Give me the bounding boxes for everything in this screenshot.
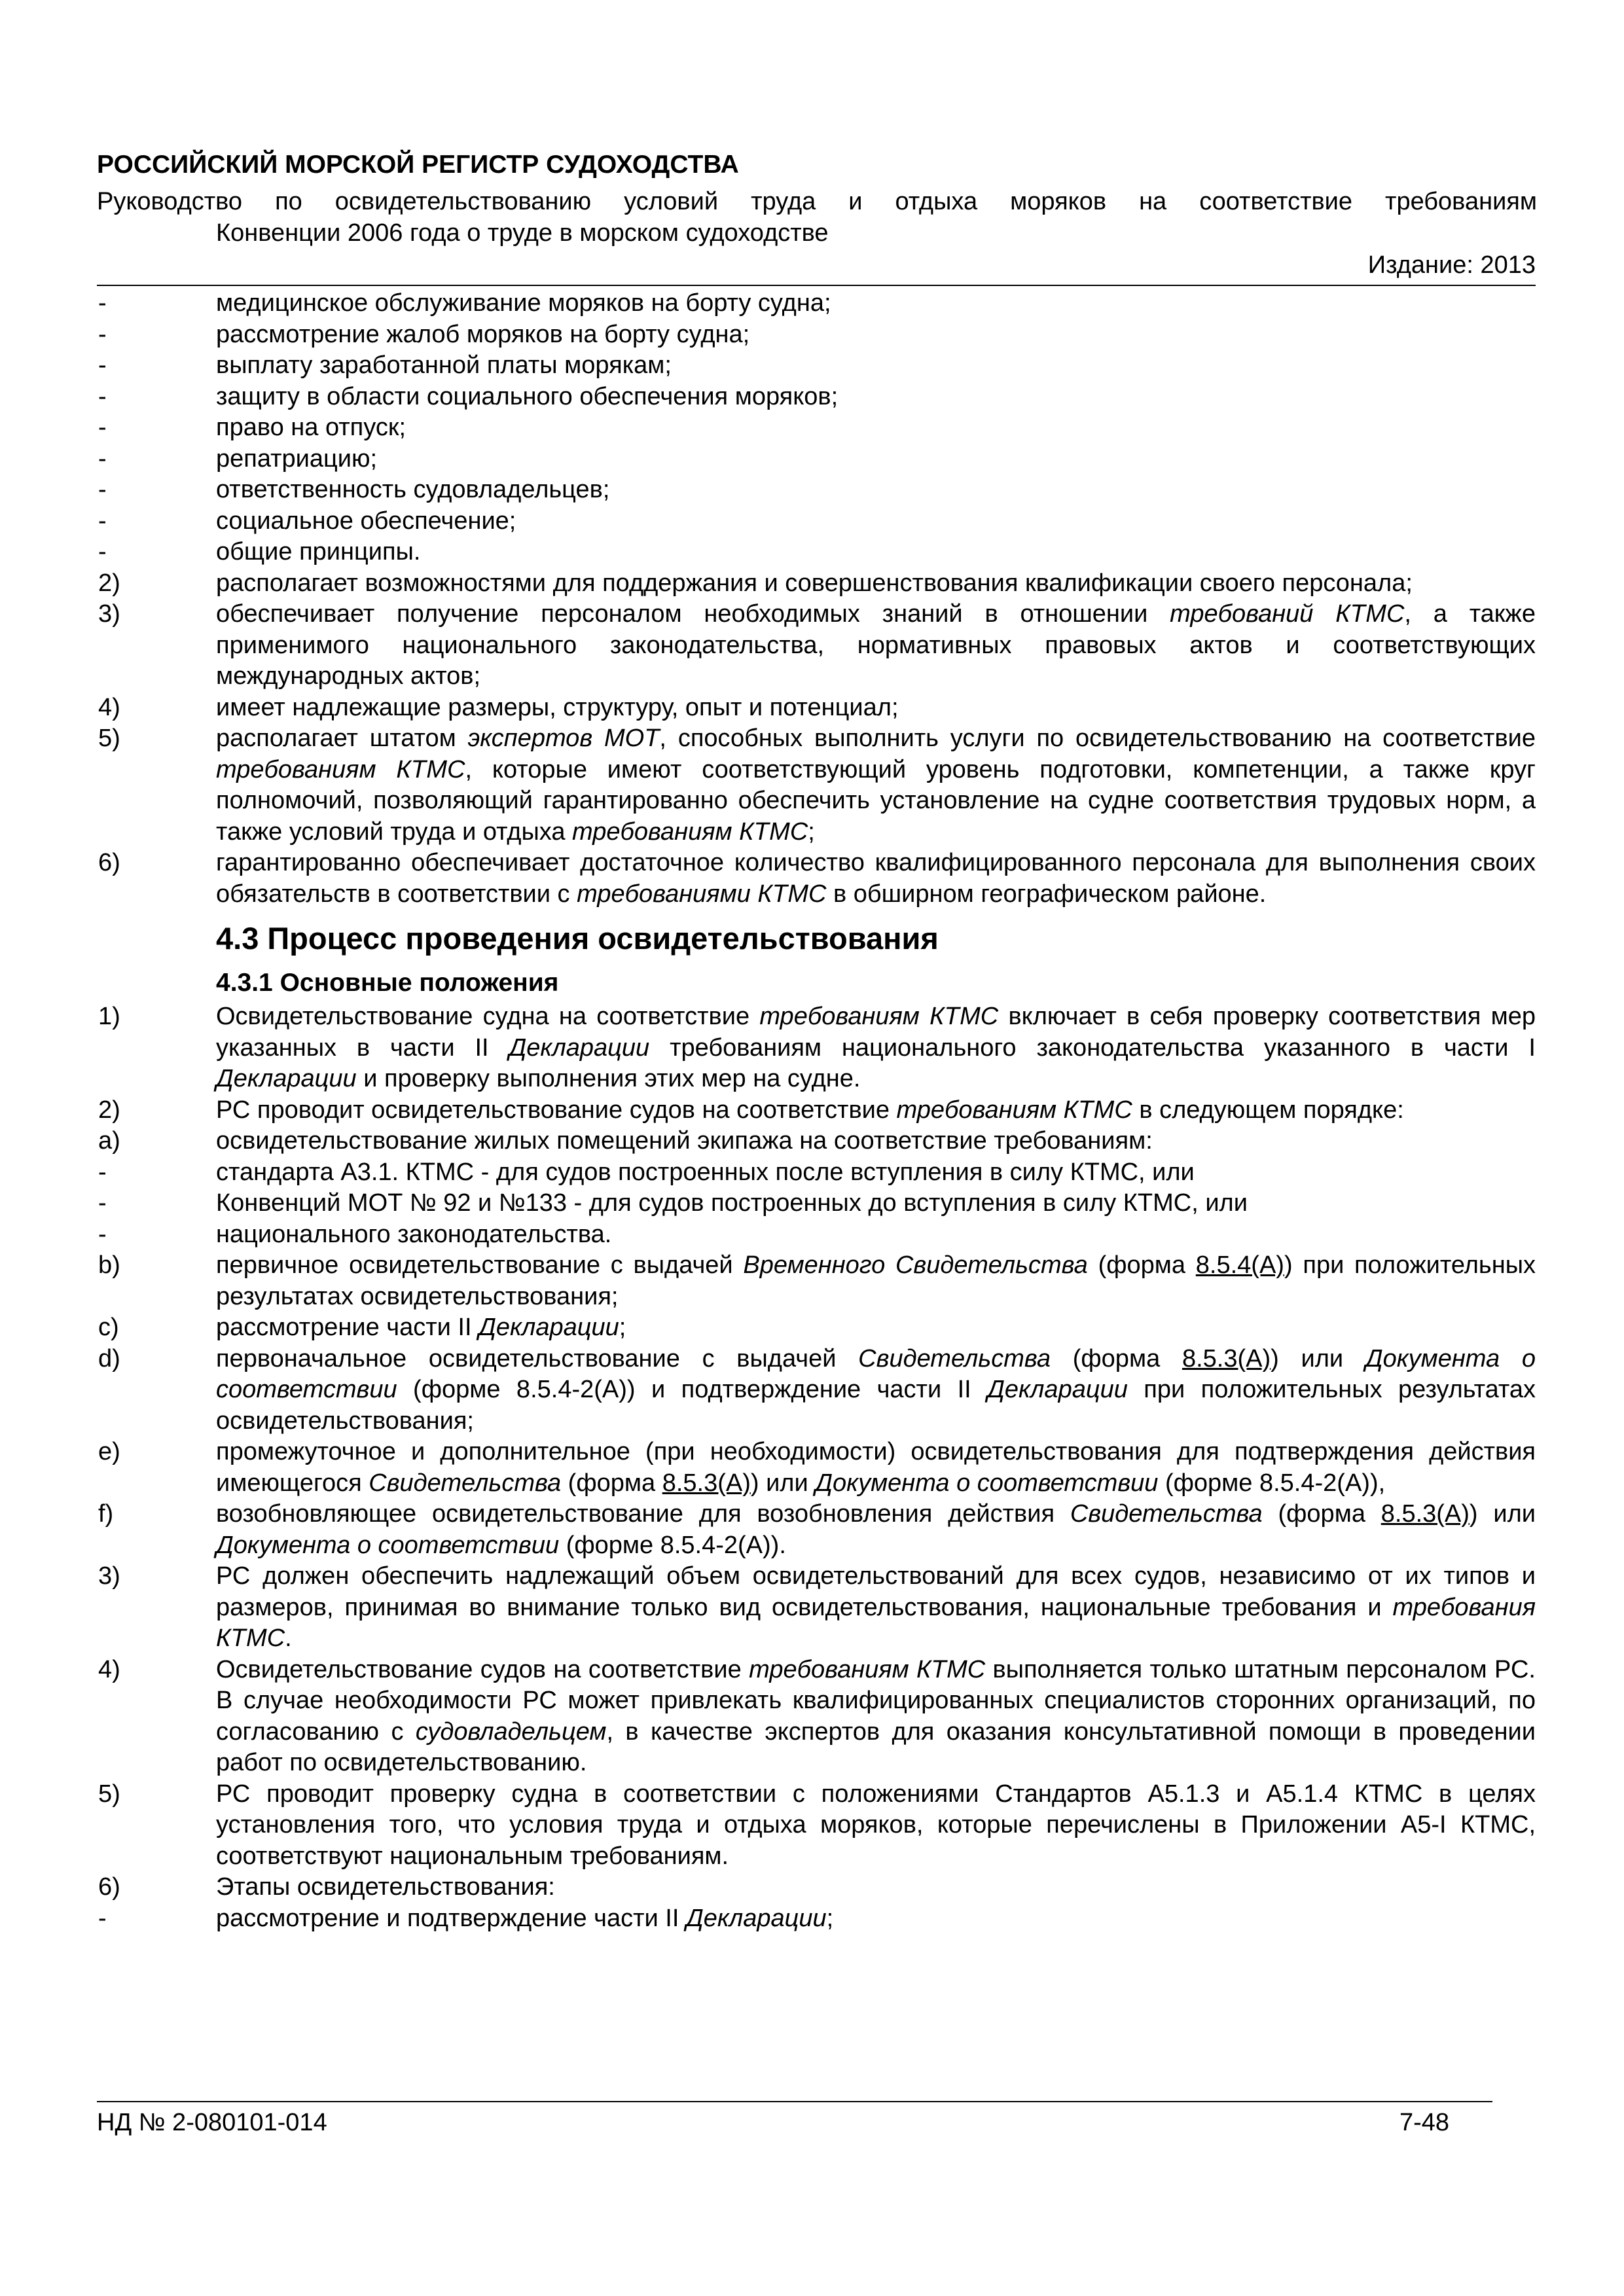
text-run: (форма xyxy=(561,1469,662,1497)
clause-3 xyxy=(97,1561,1536,1655)
list-marker: b) xyxy=(98,1251,120,1279)
clause-2 xyxy=(97,1095,1536,1126)
paragraph-text: Этапы освидетельствования: xyxy=(216,1873,555,1901)
list-item-text: защиту в области социального обеспечения моряков; xyxy=(216,382,839,410)
list-item-text: право на отпуск; xyxy=(216,414,406,441)
italic-term: Декларации xyxy=(478,1314,619,1341)
page-number: 7-48 xyxy=(1399,2109,1450,2136)
italic-term: Свидетельства xyxy=(1070,1500,1263,1528)
clause-2e xyxy=(97,1437,1536,1499)
document-body xyxy=(97,288,1536,1934)
list-item-text: стандарта А3.1. КТМС - для судов построенных после вступления в силу КТМС, или xyxy=(216,1158,1195,1186)
list-marker: - xyxy=(98,382,107,410)
list-item-text: национального законодательства. xyxy=(216,1220,612,1248)
text-run: ; xyxy=(826,1904,834,1932)
paragraph-text xyxy=(216,1095,1536,1126)
text-run: ) или xyxy=(1469,1500,1536,1528)
italic-term: требований КТМС xyxy=(1170,600,1405,628)
italic-term: Временного Свидетельства xyxy=(743,1251,1088,1279)
paragraph-text xyxy=(216,1312,1536,1344)
document-number: НД № 2-080101-014 xyxy=(97,2109,327,2136)
text-run: в следующем порядке: xyxy=(1132,1096,1404,1124)
section-heading: 4.3 Процесс проведения освидетельствования xyxy=(216,921,939,956)
list-item xyxy=(97,288,1536,319)
paragraph-text xyxy=(216,723,1536,848)
list-item-text: репатриацию; xyxy=(216,444,378,473)
italic-term: Документа о соответствии xyxy=(815,1469,1159,1497)
list-marker: - xyxy=(98,351,107,379)
header-divider xyxy=(97,285,1536,286)
text-run: , способных выполнить услуги по освидетельствованию на соответствие xyxy=(659,725,1536,752)
document-title-line2: Конвенции 2006 года о труде в морском судоходстве xyxy=(216,219,829,247)
list-item-text xyxy=(216,1903,1536,1935)
clause-2a xyxy=(97,1126,1536,1157)
list-marker: - xyxy=(98,507,107,535)
text-run: промежуточное и дополнительное (при необходимости) освидетельствования для подтверждения действия имеющегося xyxy=(216,1438,1536,1497)
italic-term: Свидетельства xyxy=(369,1469,562,1497)
list-marker: 6) xyxy=(98,849,120,876)
text-run: включает в себя проверку соответствия мер указанных в части II xyxy=(216,1003,1536,1062)
list-item xyxy=(97,1219,1536,1251)
list-marker: 5) xyxy=(98,1780,120,1808)
italic-term: требованиям КТМС xyxy=(749,1655,986,1683)
text-run: Освидетельствование судов на соответствие xyxy=(216,1655,749,1683)
paragraph-text xyxy=(216,599,1536,692)
paragraph-text: имеет надлежащие размеры, структуру, опыт и потенциал; xyxy=(216,693,899,721)
list-marker: - xyxy=(98,289,107,317)
paragraph-2 xyxy=(97,568,1536,600)
text-run: гарантированно обеспечивает достаточное количество квалифицированного персонала для выполнения своих обязательств в соответствии с xyxy=(216,849,1536,908)
paragraph-text xyxy=(216,1344,1536,1437)
italic-term: Документа о соответствии xyxy=(216,1531,560,1559)
clause-2f xyxy=(97,1499,1536,1561)
italic-term: требованиям КТМС xyxy=(759,1003,999,1030)
clause-2c xyxy=(97,1312,1536,1344)
list-top xyxy=(97,288,1536,568)
list-marker: 4) xyxy=(98,1655,120,1683)
document-title xyxy=(97,186,1537,249)
list-item xyxy=(97,350,1536,382)
list-marker: - xyxy=(98,1220,107,1248)
list-item xyxy=(97,537,1536,568)
organization-name: РОССИЙСКИЙ МОРСКОЙ РЕГИСТР СУДОХОДСТВА xyxy=(97,151,739,179)
list-item xyxy=(97,475,1536,506)
paragraph-text xyxy=(216,1655,1536,1779)
list-marker: 2) xyxy=(98,569,120,597)
text-run: первичное освидетельствование с выдачей xyxy=(216,1251,744,1279)
list-marker: 3) xyxy=(98,1562,120,1590)
clause-2b xyxy=(97,1250,1536,1312)
text-run: РС проводит освидетельствование судов на соответствие xyxy=(216,1096,897,1124)
text-run: в обширном географическом районе. xyxy=(826,880,1267,908)
italic-term: Декларации xyxy=(509,1033,650,1062)
text-run: располагает штатом xyxy=(216,725,468,752)
italic-term: экспертов МОТ xyxy=(467,725,660,752)
text-run: (форма xyxy=(1087,1251,1196,1279)
list-marker: - xyxy=(98,476,107,503)
list-marker: a) xyxy=(98,1127,120,1155)
text-run: ) или xyxy=(750,1469,816,1497)
list-marker: 3) xyxy=(98,600,120,628)
paragraph-text: располагает возможностями для поддержания и совершенствования квалификации своего персонала; xyxy=(216,569,1413,597)
text-run: Освидетельствование судна на соответствие xyxy=(216,1003,760,1030)
text-run: (форме 8.5.4-2(А)), xyxy=(1158,1469,1386,1497)
italic-term: требованиям КТМС xyxy=(572,817,808,846)
text-run: (форма xyxy=(1051,1344,1182,1372)
paragraph-text xyxy=(216,1250,1536,1312)
list-item-text: Конвенций МОТ № 92 и №133 - для судов построенных до вступления в силу КТМС, или xyxy=(216,1189,1248,1217)
list-marker: - xyxy=(98,320,107,348)
text-run: и проверку выполнения этих мер на судне. xyxy=(356,1065,861,1092)
text-run: (форме 8.5.4-2(А)). xyxy=(559,1531,786,1559)
list-marker: 6) xyxy=(98,1873,120,1901)
list-item xyxy=(97,382,1536,413)
list-marker: c) xyxy=(98,1314,119,1341)
italic-term: Свидетельства xyxy=(858,1344,1051,1372)
italic-term: судовладельцем xyxy=(415,1717,607,1746)
text-run: . xyxy=(285,1624,292,1652)
list-marker: d) xyxy=(98,1344,120,1372)
list-item xyxy=(97,506,1536,537)
text-run: выполняется только штатным персоналом РС. В случае необходимости РС может привлекать квалифицированных специалистов сторонних организаций, по согласованию с xyxy=(216,1655,1536,1746)
paragraph-text xyxy=(216,848,1536,910)
list-marker: f) xyxy=(98,1500,114,1528)
italic-term: требования КТМС xyxy=(216,1593,1536,1652)
italic-term: требованиям КТМС xyxy=(896,1096,1132,1124)
paragraph-6 xyxy=(97,848,1536,910)
paragraph-text xyxy=(216,1499,1536,1561)
list-marker: 1) xyxy=(98,1003,120,1030)
paragraph-text xyxy=(216,1001,1536,1095)
italic-term: Декларации xyxy=(216,1065,357,1092)
text-run: , в качестве экспертов для оказания консультативной помощи в проведении работ по освидетельствованию. xyxy=(216,1717,1536,1776)
clause-6 xyxy=(97,1872,1536,1903)
italic-term: Документа о соответствии xyxy=(216,1344,1536,1403)
italic-term: требованиям КТМС xyxy=(216,755,465,783)
paragraph-4 xyxy=(97,692,1536,724)
list-item xyxy=(97,1188,1536,1219)
text-run: рассмотрение и подтверждение части II xyxy=(216,1904,686,1932)
subsection-heading: 4.3.1 Основные положения xyxy=(216,969,559,997)
list-marker: - xyxy=(98,1189,107,1217)
text-run: ; xyxy=(808,817,815,846)
list-marker: e) xyxy=(98,1438,120,1465)
italic-term: Декларации xyxy=(987,1376,1128,1403)
form-link[interactable]: 8.5.4(А) xyxy=(1195,1251,1284,1279)
list-item-text: рассмотрение жалоб моряков на борту судна; xyxy=(216,320,750,348)
list-item xyxy=(97,1903,1536,1935)
paragraph-text xyxy=(216,1561,1536,1655)
italic-term: Декларации xyxy=(685,1904,827,1932)
footer-divider xyxy=(97,2101,1492,2102)
form-link[interactable]: 8.5.3(А) xyxy=(1380,1500,1470,1528)
paragraph-3 xyxy=(97,599,1536,692)
list-item-text: общие принципы. xyxy=(216,538,421,565)
list-item-text: медицинское обслуживание моряков на борту судна; xyxy=(216,289,831,317)
text-run: при положительных результатах освидетельствования; xyxy=(216,1376,1536,1435)
list-item xyxy=(97,319,1536,351)
text-run: (форма xyxy=(1262,1500,1381,1528)
paragraph-text: освидетельствование жилых помещений экипажа на соответствие требованиям: xyxy=(216,1127,1153,1155)
clause-2d xyxy=(97,1344,1536,1437)
clause-1 xyxy=(97,1001,1536,1095)
list-marker: 4) xyxy=(98,693,120,721)
text-run: , а также применимого национального законодательства, нормативных правовых актов и соответствующих международных актов; xyxy=(216,600,1536,690)
list-item xyxy=(97,444,1536,475)
form-link[interactable]: 8.5.3(А) xyxy=(1182,1344,1271,1372)
list-item xyxy=(97,1157,1536,1189)
list-marker: 2) xyxy=(98,1096,120,1124)
list-marker: - xyxy=(98,444,107,473)
text-run: рассмотрение части II xyxy=(216,1314,479,1341)
list-item-text: социальное обеспечение; xyxy=(216,507,516,535)
text-run: ) или xyxy=(1271,1344,1365,1372)
form-link[interactable]: 8.5.3(А) xyxy=(662,1469,751,1497)
clause-5 xyxy=(97,1779,1536,1873)
text-run: ) при положительных результатах освидетельствования; xyxy=(216,1251,1536,1310)
text-run: (форме 8.5.4-2(А)) и подтверждение части II xyxy=(397,1376,988,1403)
edition-label: Издание: 2013 xyxy=(1367,251,1536,279)
list-marker: 5) xyxy=(98,725,120,752)
paragraph-text: РС проводит проверку судна в соответствии с положениями Стандартов А5.1.3 и А5.1.4 КТМС в целях установления того, что условия труда и отдыха моряков, которые перечислены в Приложении А5-I КТМС, соответствуют национальным требованиям. xyxy=(216,1780,1536,1870)
text-run: первоначальное освидетельствование с выдачей xyxy=(216,1344,859,1372)
list-marker: - xyxy=(98,538,107,565)
clause-4 xyxy=(97,1655,1536,1779)
list-marker: - xyxy=(98,1904,107,1932)
text-run: требованиям национального законодательства указанного в части I xyxy=(649,1033,1536,1062)
list-marker: - xyxy=(98,1158,107,1186)
document-title-line1: Руководство по освидетельствованию условий труда и отдыха моряков на соответствие требованиям xyxy=(97,188,1537,215)
text-run: , которые имеют соответствующий уровень подготовки, компетенции, а также круг полномочий, позволяющий гарантированно обеспечить установление на судне соответствия трудовых норм, а также условий труда и отдыха xyxy=(216,755,1536,846)
list-item xyxy=(97,412,1536,444)
text-run: РС должен обеспечить надлежащий объем освидетельствований для всех судов, независимо от их типов и размеров, принимая во внимание только вид освидетельствования, национальные требования и xyxy=(216,1562,1536,1621)
list-marker: - xyxy=(98,414,107,441)
list-item-text: ответственность судовладельцев; xyxy=(216,476,610,503)
text-run: возобновляющее освидетельствование для возобновления действия xyxy=(216,1500,1070,1528)
text-run: обеспечивает получение персоналом необходимых знаний в отношении xyxy=(216,600,1170,628)
italic-term: требованиями КТМС xyxy=(577,880,827,908)
paragraph-text xyxy=(216,1437,1536,1499)
paragraph-5 xyxy=(97,723,1536,848)
list-item-text: выплату заработанной платы морякам; xyxy=(216,351,672,379)
text-run: ; xyxy=(619,1314,626,1341)
